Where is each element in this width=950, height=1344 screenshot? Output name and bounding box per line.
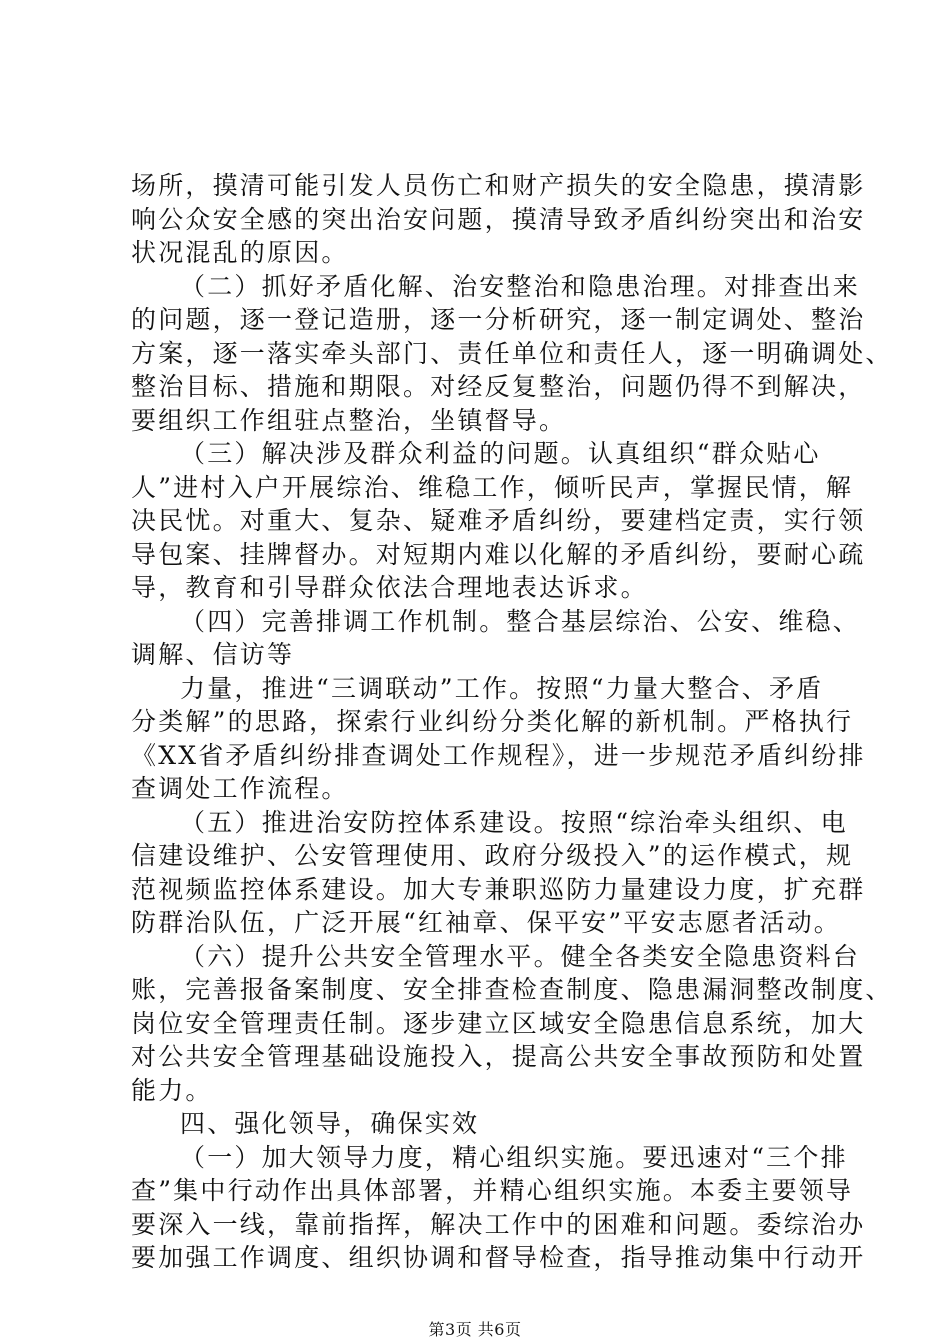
body-text-line: （一）加大领导力度，精心组织实施。要迅速对“三个排 xyxy=(180,1143,848,1172)
body-text-line: 要深入一线，靠前指挥，解决工作中的困难和问题。委综治办 xyxy=(131,1210,866,1239)
body-text-line: 要组织工作组驻点整治，坐镇督导。 xyxy=(131,406,567,435)
body-text-line: （六）提升公共安全管理水平。健全各类安全隐患资料台 xyxy=(180,942,861,971)
body-text-line: 账，完善报备案制度、安全排查检查制度、隐患漏洞整改制度、 xyxy=(131,975,893,1004)
body-text-line: 整治目标、措施和期限。对经反复整治，问题仍得不到解决， xyxy=(131,372,866,401)
body-text-line: 状况混乱的原因。 xyxy=(131,238,349,267)
body-text-line: 方案，逐一落实牵头部门、责任单位和责任人，逐一明确调处、 xyxy=(131,339,893,368)
body-text-line: 范视频监控体系建设。加大专兼职巡防力量建设力度，扩充群 xyxy=(131,875,866,904)
body-text-line: 场所，摸清可能引发人员伤亡和财产损失的安全隐患，摸清影 xyxy=(131,171,866,200)
body-text-line: 防群治队伍，广泛开展“红袖章、保平安”平安志愿者活动。 xyxy=(131,908,841,937)
body-text-line: 能力。 xyxy=(131,1076,213,1105)
body-text-line: 响公众安全感的突出治安问题，摸清导致矛盾纠纷突出和治安 xyxy=(131,205,866,234)
body-text-line: 导，教育和引导群众依法合理地表达诉求。 xyxy=(131,573,648,602)
body-text-line: 人”进村入户开展综治、维稳工作，倾听民声，掌握民情，解 xyxy=(131,473,854,502)
body-text-line: 力量，推进“三调联动”工作。按照“力量大整合、矛盾 xyxy=(180,674,824,703)
body-text-line: （五）推进治安防控体系建设。按照“综治牵头组织、电 xyxy=(180,808,848,837)
body-text-line: 决民忧。对重大、复杂、疑难矛盾纠纷，要建档定责，实行领 xyxy=(131,506,866,535)
body-text-line: 调解、信访等 xyxy=(131,640,295,669)
body-text-line: 导包案、挂牌督办。对短期内难以化解的矛盾纠纷，要耐心疏 xyxy=(131,540,866,569)
body-text-line: 查调处工作流程。 xyxy=(131,774,349,803)
body-text-line: 要加强工作调度、组织协调和督导检查，指导推动集中行动开 xyxy=(131,1243,866,1272)
body-text-line: 《XX省矛盾纠纷排查调处工作规程》，进一步规范矛盾纠纷排 xyxy=(131,741,866,770)
body-text-line: 对公共安全管理基础设施投入，提高公共安全事故预防和处置 xyxy=(131,1042,866,1071)
body-text-line: （四）完善排调工作机制。整合基层综治、公安、维稳、 xyxy=(180,607,861,636)
page-number-footer: 第3页 共6页 xyxy=(428,1320,522,1339)
body-text-line: 岗位安全管理责任制。逐步建立区域安全隐患信息系统，加大 xyxy=(131,1009,866,1038)
section-heading: 四、强化领导，确保实效 xyxy=(180,1109,480,1138)
body-text-line: 查”集中行动作出具体部署，并精心组织实施。本委主要领导 xyxy=(131,1176,854,1205)
body-text-line: 信建设维护、公安管理使用、政府分级投入”的运作模式，规 xyxy=(131,841,854,870)
body-text-line: 的问题，逐一登记造册，逐一分析研究，逐一制定调处、整治 xyxy=(131,305,866,334)
body-text-line: 分类解”的思路，探索行业纠纷分类化解的新机制。严格执行 xyxy=(131,707,854,736)
body-text-line: （二）抓好矛盾化解、治安整治和隐患治理。对排查出来 xyxy=(180,272,861,301)
body-text-line: （三）解决涉及群众利益的问题。认真组织“群众贴心 xyxy=(180,439,821,468)
